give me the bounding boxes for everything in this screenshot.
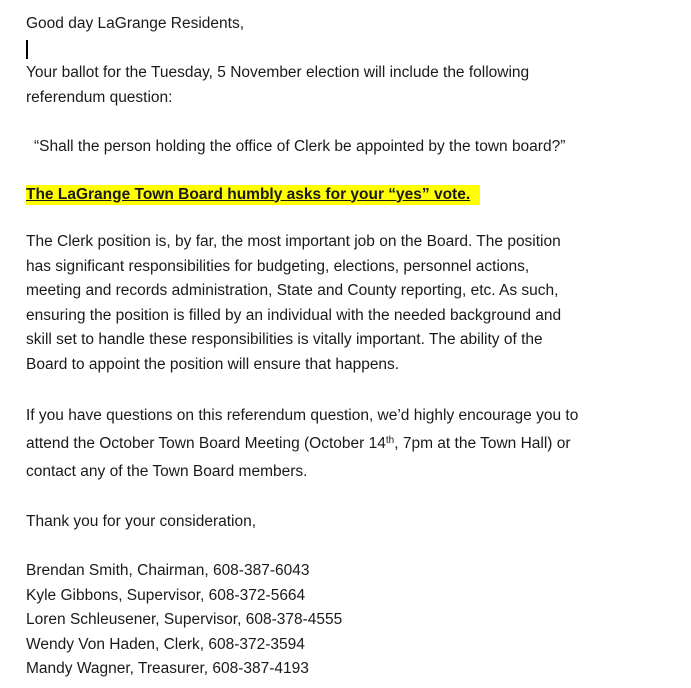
vote-request-highlight: The LaGrange Town Board humbly asks for your “yes” vote. — [26, 185, 480, 205]
paragraph-line: The Clerk position is, by far, the most important job on the Board. The position — [26, 233, 561, 250]
document-body — [26, 12, 666, 682]
contact-line: contact any of the Town Board members. — [26, 462, 308, 480]
signature-item: Brendan Smith, Chairman, 608-387-6043 — [26, 562, 310, 579]
intro-line: referendum question: — [26, 88, 173, 106]
contact-line — [26, 430, 666, 458]
signature-list — [26, 559, 666, 682]
ordinal-suffix: th — [385, 434, 395, 446]
text-cursor — [26, 40, 28, 59]
paragraph-line: skill set to handle these responsibilities is vitally important. The ability of the — [26, 331, 543, 348]
contact-line-text: attend the October Town Board Meeting (October 14 — [26, 434, 386, 452]
clerk-paragraph — [26, 230, 666, 377]
signature-item: Kyle Gibbons, Supervisor, 608-372-5664 — [26, 586, 306, 604]
text-cursor-line[interactable] — [26, 37, 666, 62]
contact-line-text: , 7pm at the Town Hall) or — [394, 434, 571, 452]
thanks-line: Thank you for your consideration, — [26, 513, 257, 530]
paragraph-line: meeting and records administration, State and County reporting, etc. As such, — [26, 282, 559, 299]
signature-item: Wendy Von Haden, Clerk, 608-372-3594 — [26, 635, 305, 653]
referendum-question: “Shall the person holding the office of Clerk be appointed by the town board?” — [34, 137, 566, 155]
signature-item: Mandy Wagner, Treasurer, 608-387-4193 — [26, 660, 309, 677]
paragraph-line: ensuring the position is filled by an individual with the needed background and — [26, 306, 562, 324]
contact-paragraph — [26, 402, 666, 486]
paragraph-line: Board to appoint the position will ensure that happens. — [26, 355, 400, 373]
greeting: Good day LaGrange Residents, — [26, 15, 244, 32]
paragraph-line: has significant responsibilities for budgeting, elections, personnel actions, — [26, 257, 530, 275]
intro-paragraph — [26, 61, 666, 110]
contact-line: If you have questions on this referendum question, we’d highly encourage you to — [26, 406, 579, 424]
intro-line: Your ballot for the Tuesday, 5 November election will include the following — [26, 64, 530, 81]
signature-item: Loren Schleusener, Supervisor, 608-378-4555 — [26, 611, 343, 628]
